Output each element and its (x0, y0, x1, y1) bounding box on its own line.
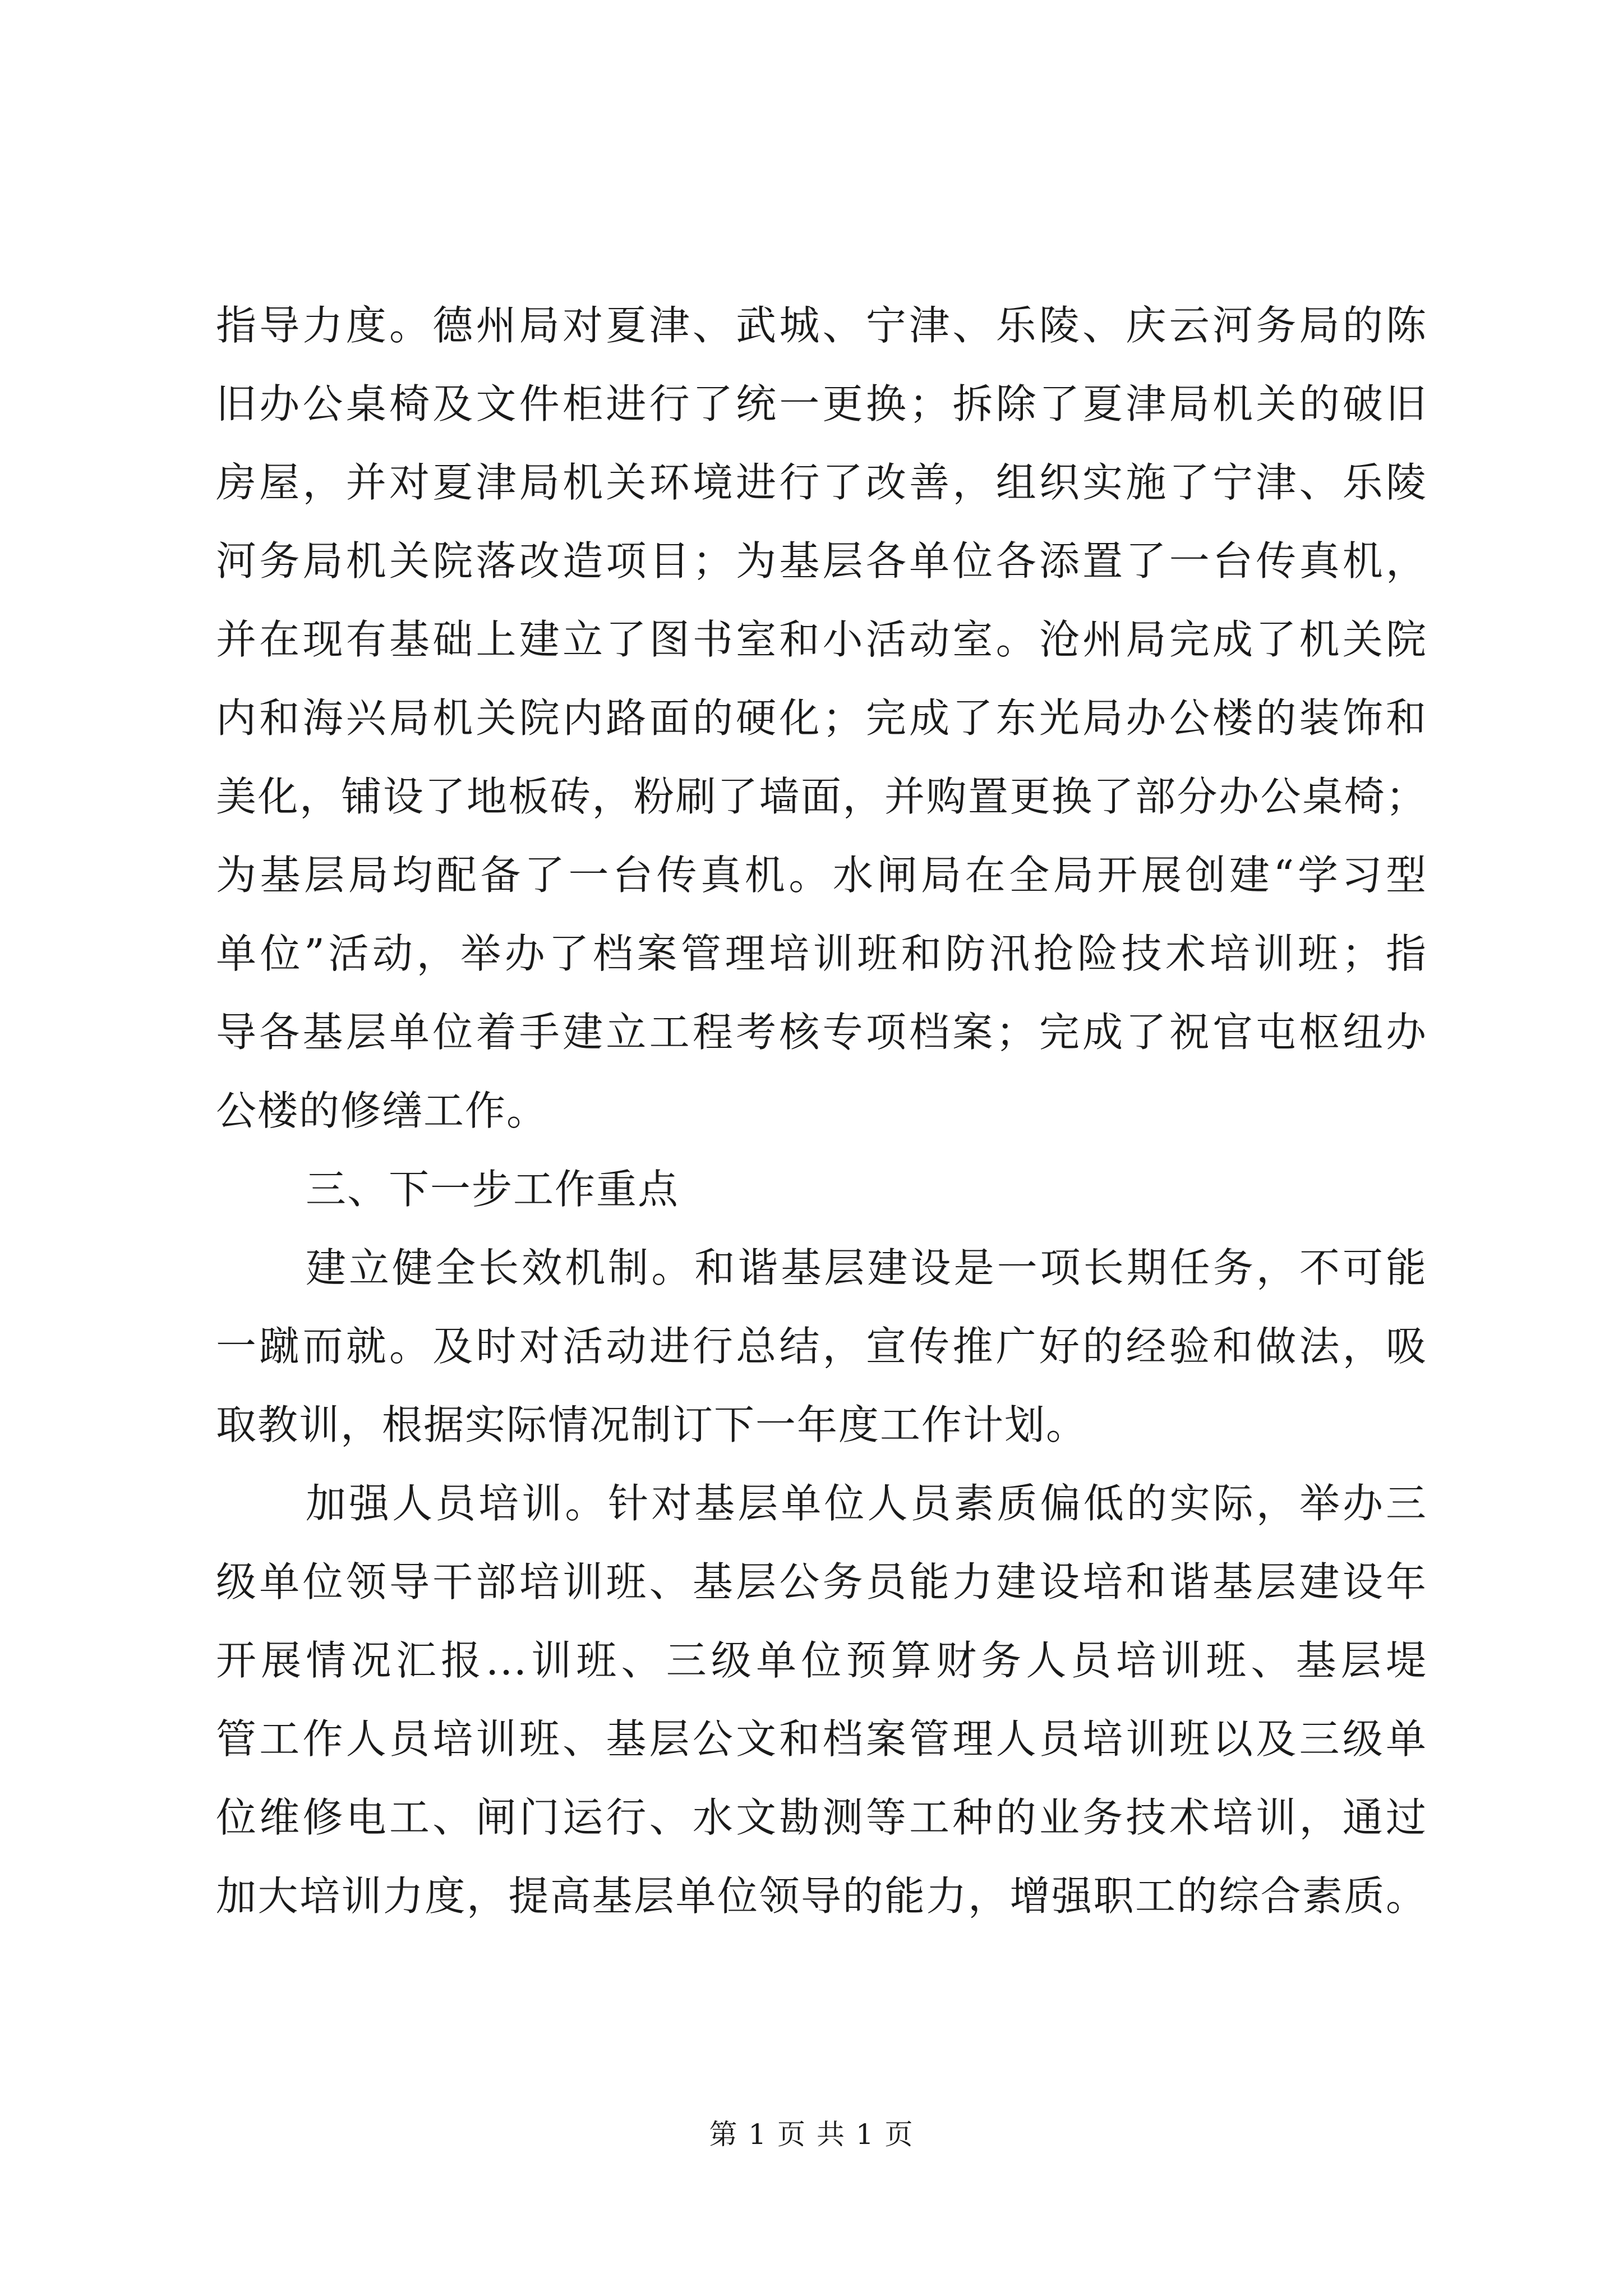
text-line: 开展情况汇报...训班、三级单位预算财务人员培训班、基层堤 (216, 1637, 1427, 1684)
section-heading: 三、下一步工作重点 (306, 1166, 680, 1213)
text-line: 内和海兴局机关院内路面的硬化；完成了东光局办公楼的装饰和 (216, 694, 1427, 742)
text-line: 加大培训力度，提高基层单位领导的能力，增强职工的综合素质。 (216, 1872, 1427, 1920)
text-line: 指导力度。德州局对夏津、武城、宁津、乐陵、庆云河务局的陈 (216, 302, 1427, 349)
text-line: 管工作人员培训班、基层公文和档案管理人员培训班以及三级单 (216, 1715, 1427, 1763)
text-line: 取教训，根据实际情况制订下一年度工作计划。 (216, 1401, 1088, 1448)
paragraph-long-term-mechanism (216, 1228, 1427, 1464)
document-body (216, 286, 1427, 1935)
text-line: 房屋，并对夏津局机关环境进行了改善，组织实施了宁津、乐陵 (216, 459, 1427, 506)
text-line: 并在现有基础上建立了图书室和小活动室。沧州局完成了机关院 (216, 616, 1427, 663)
page-number-footer: 第 1 页 共 1 页 (709, 2118, 914, 2151)
text-line: 建立健全长效机制。和谐基层建设是一项长期任务，不可能 (306, 1244, 1427, 1291)
text-line: 导各基层单位着手建立工程考核专项档案；完成了祝官屯枢纽办 (216, 1009, 1427, 1056)
text-line: 一蹴而就。及时对活动进行总结，宣传推广好的经验和做法，吸 (216, 1323, 1427, 1370)
text-line: 河务局机关院落改造项目；为基层各单位各添置了一台传真机， (216, 537, 1427, 585)
text-line: 美化，铺设了地板砖，粉刷了墙面，并购置更换了部分办公桌椅； (216, 773, 1427, 820)
text-line: 级单位领导干部培训班、基层公务员能力建设培和谐基层建设年 (216, 1558, 1427, 1605)
text-line: 位维修电工、闸门运行、水文勘测等工种的业务技术培训，通过 (216, 1794, 1427, 1841)
text-line: 加强人员培训。针对基层单位人员素质偏低的实际，举办三 (306, 1480, 1427, 1527)
text-line: 为基层局均配备了一台传真机。水闸局在全局开展创建“学习型 (216, 852, 1427, 899)
text-line: 公楼的修缮工作。 (216, 1087, 548, 1134)
paragraph-facilities (216, 286, 1427, 1150)
text-line: 单位”活动，举办了档案管理培训班和防汛抢险技术培训班；指 (216, 930, 1427, 977)
paragraph-staff-training (216, 1464, 1427, 1935)
text-line: 旧办公桌椅及文件柜进行了统一更换；拆除了夏津局机关的破旧 (216, 380, 1427, 427)
